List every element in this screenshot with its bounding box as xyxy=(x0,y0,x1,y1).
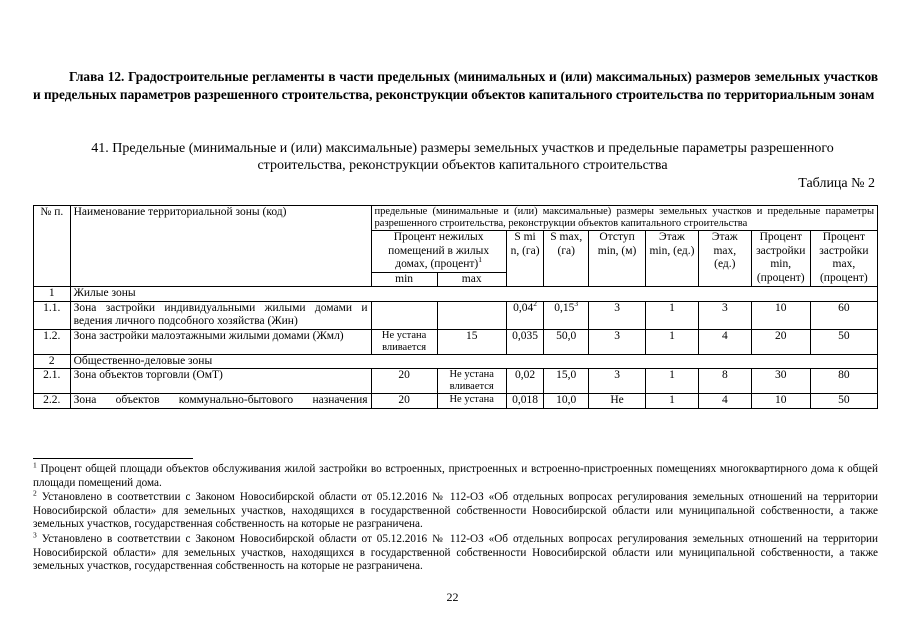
cell-nonres-min xyxy=(371,301,437,329)
cell-build-max: 80 xyxy=(810,369,877,394)
cell-smax: 50,0 xyxy=(544,329,589,354)
cell-setback: 3 xyxy=(589,369,646,394)
cell-floors-max: 4 xyxy=(698,394,751,409)
table-row xyxy=(34,369,878,394)
cell-setback: 3 xyxy=(589,329,646,354)
cell-nonres-max: Не устана вливается xyxy=(437,369,506,394)
parameters-table xyxy=(33,205,878,409)
footnote-3: $^3$ Установлено в соответствии с Законом Новосибирской области от 05.12.2016 № 112-ОЗ «Об отдельных вопросах регулирования земельных отношений на территории Новосибирской области» для земельных участков, находящихся в государственной собственности Новосибирской области или муниципальной собственности, а также земельных участков, государственная собственность на которые не разграничена. xyxy=(33,530,879,573)
chapter-heading: Глава 12. Градостроительные регламенты в части предельных (минимальных и (или) максимальных) размеров земельных участков и предельных параметров разрешенного строительства, реконструкции объектов капитального строительства по территориальным зонам xyxy=(33,69,878,102)
footnotes xyxy=(33,460,879,575)
cell-floors-min: 1 xyxy=(646,329,699,354)
footnote-1: $^1$ Процент общей площади объектов обслуживания жилой застройки во встроенных, пристроенных и встроенно-пристроенных помещениях многоквартирного дома к общей площади помещений дома. xyxy=(33,460,879,489)
cell-nonres-min: 20 xyxy=(371,369,437,394)
header-build-min: Процент застройки min, (процент) xyxy=(751,231,810,287)
cell-build-max: 60 xyxy=(810,301,877,329)
section-title: 41. Предельные (минимальные и (или) максимальные) размеры земельных участков и предельные параметры разрешенного строительства, реконструкции объектов капитального строительства xyxy=(91,141,834,173)
cell-build-min: 20 xyxy=(751,329,810,354)
header-num: № п. xyxy=(34,206,71,287)
cell-build-min: 10 xyxy=(751,301,810,329)
cell-group-name: Общественно-деловые зоны xyxy=(70,354,877,369)
cell-num: 1 xyxy=(34,287,71,302)
cell-build-min: 30 xyxy=(751,369,810,394)
cell-build-max: 50 xyxy=(810,329,877,354)
page-number: 22 xyxy=(446,590,459,604)
cell-build-max: 50 xyxy=(810,394,877,409)
cell-smax: 15,0 xyxy=(544,369,589,394)
cell-floors-min: 1 xyxy=(646,394,699,409)
cell-floors-min: 1 xyxy=(646,301,699,329)
header-nonres-pct: Процент нежилых помещений в жилых домах, (процент)$^1$ xyxy=(371,231,506,273)
cell-zone-name: Зона объектов торговли (ОмТ) xyxy=(70,369,371,394)
table-row xyxy=(34,329,878,354)
header-max: max xyxy=(437,272,506,287)
header-floors-min: Этаж min, (ед.) xyxy=(646,231,699,287)
table-row xyxy=(34,301,878,329)
cell-nonres-max xyxy=(437,301,506,329)
cell-floors-max: 4 xyxy=(698,329,751,354)
cell-nonres-min: 20 xyxy=(371,394,437,409)
cell-zone-name: Зона застройки малоэтажными жилыми домами (Жмл) xyxy=(70,329,371,354)
cell-build-min: 10 xyxy=(751,394,810,409)
cell-zone-name: Зона застройки индивидуальными жилыми домами и ведения личного подсобного хозяйства (Жин) xyxy=(70,301,371,329)
table-group-row xyxy=(34,354,878,369)
header-zone-name: Наименование территориальной зоны (код) xyxy=(70,206,371,287)
cell-smax: 10,0 xyxy=(544,394,589,409)
header-floors-max: Этаж max, (ед.) xyxy=(698,231,751,287)
cell-setback: Не xyxy=(589,394,646,409)
cell-nonres-max: Не устана xyxy=(437,394,506,409)
table-row xyxy=(34,394,878,409)
header-row-1 xyxy=(34,206,878,231)
cell-floors-min: 1 xyxy=(646,369,699,394)
cell-floors-max: 8 xyxy=(698,369,751,394)
cell-group-name: Жилые зоны xyxy=(70,287,877,302)
cell-smin: 0,04$^2$ xyxy=(506,301,544,329)
cell-smin: 0,02 xyxy=(506,369,544,394)
cell-smin: 0,035 xyxy=(506,329,544,354)
cell-zone-name: Зона объектов коммунально-бытового назначения xyxy=(70,394,371,409)
footnote-separator xyxy=(33,458,193,459)
header-smax: S max, (га) xyxy=(544,231,589,287)
cell-setback: 3 xyxy=(589,301,646,329)
cell-smin: 0,018 xyxy=(506,394,544,409)
header-params-group: предельные (минимальные и (или) максимальные) размеры земельных участков и предельные параметры разрешенного строительства, реконструкции объектов капитального строительства xyxy=(371,206,877,231)
cell-num: 1.2. xyxy=(34,329,71,354)
header-setback: Отступ min, (м) xyxy=(589,231,646,287)
cell-num: 1.1. xyxy=(34,301,71,329)
table-label: Таблица № 2 xyxy=(798,176,875,191)
header-smin: S mi n, (га) xyxy=(506,231,544,287)
cell-num: 2 xyxy=(34,354,71,369)
table-group-row xyxy=(34,287,878,302)
footnote-2: $^2$ Установлено в соответствии с Законом Новосибирской области от 05.12.2016 № 112-ОЗ «Об отдельных вопросах регулирования земельных отношений на территории Новосибирской области» для земельных участков, находящихся в государственной собственности Новосибирской области или муниципальной собственности, а также земельных участков, государственная собственность на которые не разграничена. xyxy=(33,488,879,531)
cell-num: 2.1. xyxy=(34,369,71,394)
cell-nonres-min: Не устана вливается xyxy=(371,329,437,354)
header-build-max: Процент застройки max, (процент) xyxy=(810,231,877,287)
header-min: min xyxy=(371,272,437,287)
cell-smax: 0,15$^3$ xyxy=(544,301,589,329)
cell-num: 2.2. xyxy=(34,394,71,409)
cell-floors-max: 3 xyxy=(698,301,751,329)
cell-nonres-max: 15 xyxy=(437,329,506,354)
